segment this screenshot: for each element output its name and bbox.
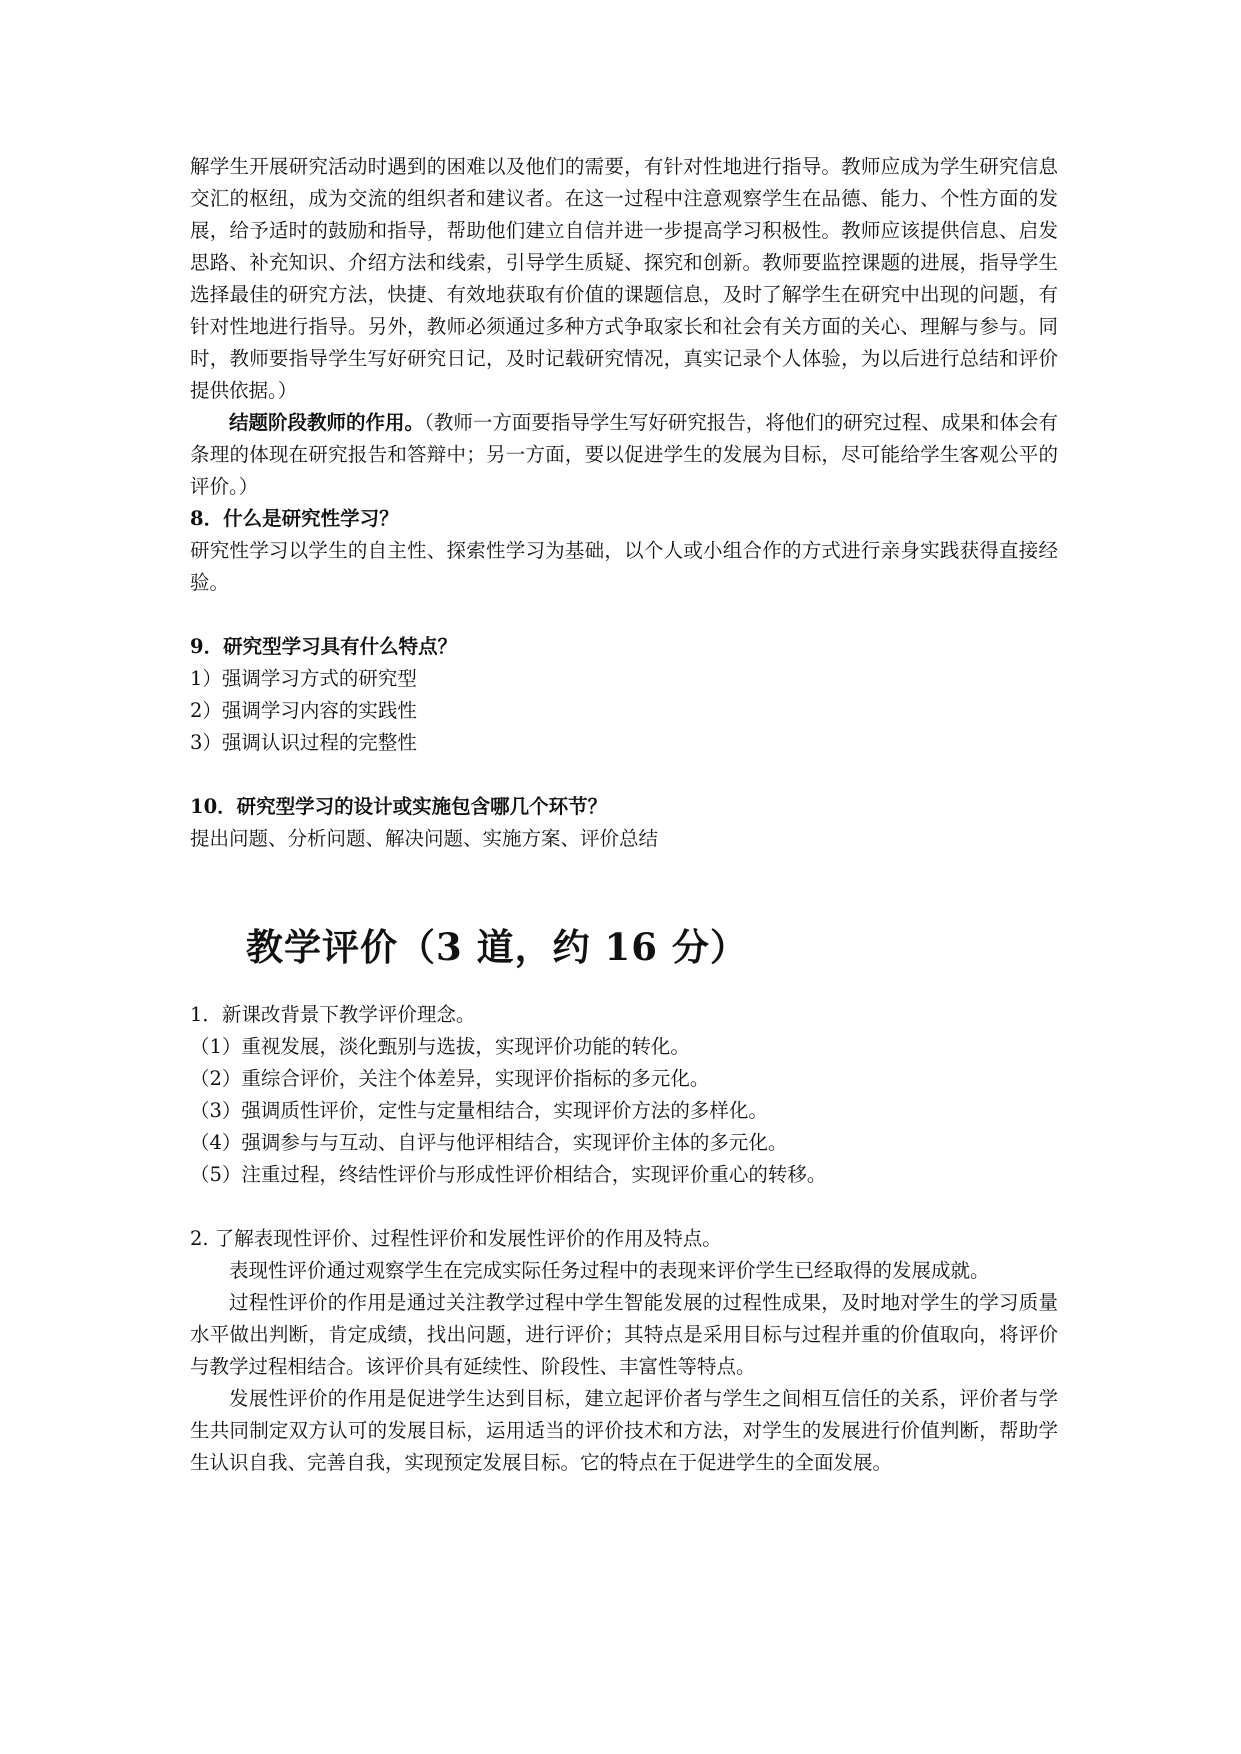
eval-2-title: 2. 了解表现性评价、过程性评价和发展性评价的作用及特点。 — [190, 1227, 722, 1250]
question-10-answer: 提出问题、分析问题、解决问题、实施方案、评价总结 — [190, 827, 659, 850]
question-9-item: 3）强调认识过程的完整性 — [190, 731, 417, 754]
section-title: 教学评价（3 道，约 16 分） — [246, 925, 748, 969]
eval-2-paragraph-developmental: 发展性评价的作用是促进学生达到目标，建立起评价者与学生之间相互信任的关系，评价者与学生共同制定双方认可的发展目标，运用适当的评价技术和方法，对学生的发展进行价值判断，帮助学生认识自我、完善自我，实现预定发展目标。它的特点在于促进学生的全面发展。 — [190, 1387, 1058, 1474]
eval-1-item: （4）强调参与与互动、自评与他评相结合，实现评价主体的多元化。 — [190, 1131, 788, 1154]
closing-stage-text: （教师一方面要指导学生写好研究报告，将他们的研究过程、成果和体会有条理的体现在研究报告和答辩中；另一方面，要以促进学生的发展为目标，尽可能给学生客观公平的评价。） — [190, 411, 1058, 498]
eval-2-paragraph-performance: 表现性评价通过观察学生在完成实际任务过程中的表现来评价学生已经取得的发展成就。 — [229, 1259, 990, 1282]
question-9-item: 2）强调学习内容的实践性 — [190, 699, 417, 722]
eval-1-item: （2）重综合评价，关注个体差异，实现评价指标的多元化。 — [190, 1067, 710, 1090]
intro-paragraph: 解学生开展研究活动时遇到的困难以及他们的需要，有针对性地进行指导。教师应成为学生研究信息交汇的枢纽，成为交流的组织者和建议者。在这一过程中注意观察学生在品德、能力、个性方面的发展，给予适时的鼓励和指导，帮助他们建立自信并进一步提高学习积极性。教师应该提供信息、启发思路、补充知识、介绍方法和线索，引导学生质疑、探究和创新。教师要监控课题的进展，指导学生选择最佳的研究方法，快捷、有效地获取有价值的课题信息，及时了解学生在研究中出现的问题，有针对性地进行指导。另外，教师必须通过多种方式争取家长和社会有关方面的关心、理解与参与。同时，教师要指导学生写好研究日记，及时记载研究情况，真实记录个人体验，为以后进行总结和评价提供依据。） — [190, 155, 1058, 402]
eval-1-item: （5）注重过程，终结性评价与形成性评价相结合，实现评价重心的转移。 — [190, 1163, 827, 1186]
eval-1-item: （3）强调质性评价，定性与定量相结合，实现评价方法的多样化。 — [190, 1099, 768, 1122]
page-content — [190, 151, 1058, 1479]
question-10-title: 10．研究型学习的设计或实施包含哪几个环节？ — [190, 795, 608, 818]
closing-stage-lead: 结题阶段教师的作用。 — [229, 411, 425, 434]
eval-1-item: （1）重视发展，淡化甄别与选拔，实现评价功能的转化。 — [190, 1035, 690, 1058]
question-8-answer: 研究性学习以学生的自主性、探索性学习为基础，以个人或小组合作的方式进行亲身实践获得直接经验。 — [190, 539, 1058, 594]
closing-stage-paragraph — [190, 407, 1058, 503]
eval-2-paragraph-process: 过程性评价的作用是通过关注教学过程中学生智能发展的过程性成果，及时地对学生的学习质量水平做出判断，肯定成绩，找出问题，进行评价；其特点是采用目标与过程并重的价值取向，将评价与教学过程相结合。该评价具有延续性、阶段性、丰富性等特点。 — [190, 1291, 1058, 1378]
eval-1-title: 1．新课改背景下教学评价理念。 — [190, 1003, 476, 1026]
question-9-item: 1）强调学习方式的研究型 — [190, 667, 417, 690]
question-8-title: 8．什么是研究性学习？ — [190, 507, 399, 530]
question-9-title: 9．研究型学习具有什么特点？ — [190, 635, 458, 658]
